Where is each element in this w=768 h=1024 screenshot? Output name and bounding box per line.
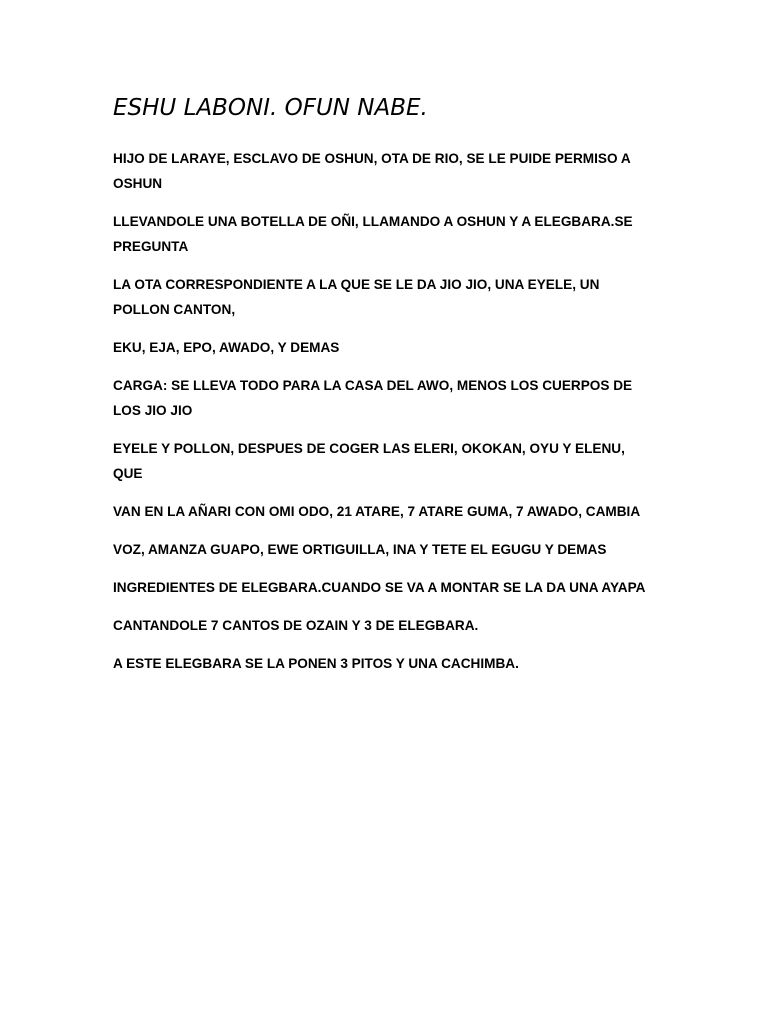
- paragraph-3: LA OTA CORRESPONDIENTE A LA QUE SE LE DA JIO JIO, UNA EYELE, UN POLLON CANTON,: [113, 277, 600, 317]
- paragraph-1: HIJO DE LARAYE, ESCLAVO DE OSHUN, OTA DE RIO, SE LE PUIDE PERMISO A OSHUN: [113, 151, 631, 191]
- document-body: [113, 146, 648, 689]
- paragraph-8: VOZ, AMANZA GUAPO, EWE ORTIGUILLA, INA Y TETE EL EGUGU Y DEMAS: [113, 542, 607, 557]
- paragraph-9: INGREDIENTES DE ELEGBARA.CUANDO SE VA A MONTAR SE LA DA UNA AYAPA: [113, 580, 646, 595]
- paragraph-11: A ESTE ELEGBARA SE LA PONEN 3 PITOS Y UNA CACHIMBA.: [113, 656, 519, 671]
- paragraph-4: EKU, EJA, EPO, AWADO, Y DEMAS: [113, 340, 340, 355]
- paragraph-7: VAN EN LA AÑARI CON OMI ODO, 21 ATARE, 7 ATARE GUMA, 7 AWADO, CAMBIA: [113, 504, 641, 519]
- paragraph-5: CARGA: SE LLEVA TODO PARA LA CASA DEL AWO, MENOS LOS CUERPOS DE LOS JIO JIO: [113, 378, 633, 418]
- paragraph-6: EYELE Y POLLON, DESPUES DE COGER LAS ELERI, OKOKAN, OYU Y ELENU, QUE: [113, 441, 625, 481]
- paragraph-10: CANTANDOLE 7 CANTOS DE OZAIN Y 3 DE ELEGBARA.: [113, 618, 479, 633]
- paragraph-2: LLEVANDOLE UNA BOTELLA DE OÑI, LLAMANDO A OSHUN Y A ELEGBARA.SE PREGUNTA: [113, 214, 633, 254]
- document-title: ESHU LABONI. OFUN NABE.: [113, 95, 428, 121]
